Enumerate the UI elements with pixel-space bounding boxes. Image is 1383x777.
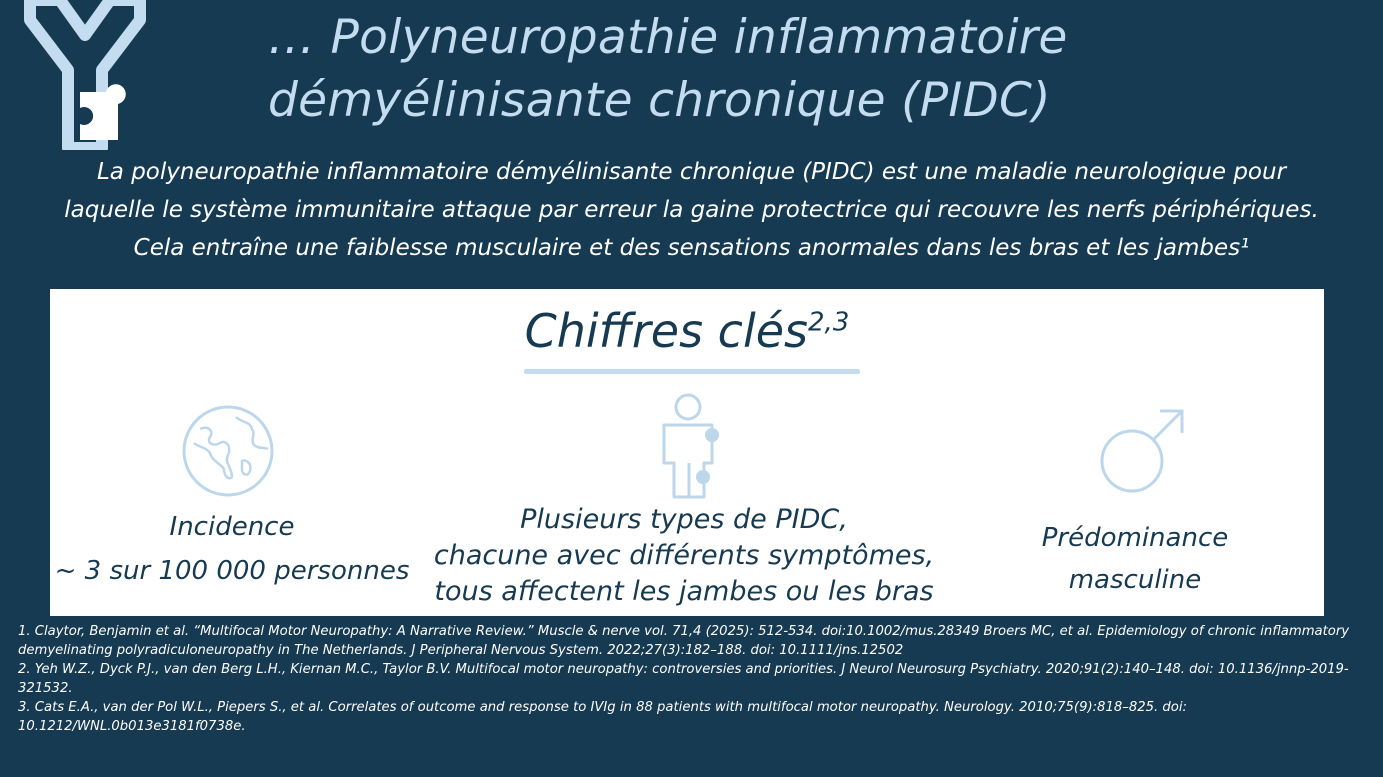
stat-incidence-label: Incidence bbox=[169, 512, 295, 542]
intro-line-2: laquelle le système immunitaire attaque par erreur la gaine protectrice qui recouvre les nerfs périphériques. bbox=[64, 197, 1319, 223]
stat-male-predominance-line-2: masculine bbox=[1068, 565, 1202, 595]
key-figures-title-text: Chiffres clés bbox=[524, 304, 809, 358]
references bbox=[18, 622, 1363, 736]
intro-line-1: La polyneuropathie inflammatoire démyélinisante chronique (PIDC) est une maladie neurologique pour bbox=[96, 159, 1287, 185]
stat-male-predominance bbox=[990, 517, 1280, 601]
stat-incidence bbox=[50, 505, 414, 593]
title-line-2: démyélinisante chronique (PIDC) bbox=[268, 73, 1051, 128]
stat-pidc-types-line-3: tous affectent les jambes ou les bras bbox=[434, 576, 934, 607]
reference-3: 3. Cats E.A., van der Pol W.L., Piepers S., et al. Correlates of outcome and response to IVIg in 88 patients with multifocal motor neuropathy. Neurology. 2010;75(9):818–825. doi: 10.1212/WNL.0b013e3181f0738e. bbox=[18, 700, 1187, 734]
title-line-1: … Polyneuropathie inflammatoire bbox=[268, 10, 1068, 65]
stat-incidence-value: ~ 3 sur 100 000 personnes bbox=[54, 556, 410, 586]
stat-pidc-types-line-2: chacune avec différents symptômes, bbox=[433, 540, 935, 571]
reference-1: 1. Claytor, Benjamin et al. “Multifocal Motor Neuropathy: A Narrative Review.” Muscle & nerve vol. 71,4 (2025): 512-534. doi:10.1002/mus.28349 Broers MC, et al. Epidemiology of chronic inflammatory demyelinating polyradiculoneuropathy in The Netherlands. J Peripheral Nervous System. 2022;27(3):182–188. doi: 10.1111/jns.12502 bbox=[18, 624, 1350, 658]
key-figures-title bbox=[50, 299, 1324, 363]
stat-pidc-types bbox=[418, 502, 950, 610]
intro-paragraph bbox=[20, 153, 1363, 267]
intro-line-3: Cela entraîne une faiblesse musculaire et des sensations anormales dans les bras et les jambes¹ bbox=[133, 235, 1250, 261]
male-symbol-icon bbox=[1096, 405, 1188, 497]
stat-pidc-types-line-1: Plusieurs types de PIDC, bbox=[520, 504, 848, 535]
title-underline bbox=[524, 369, 860, 374]
body-joints-icon bbox=[656, 391, 726, 501]
globe-icon bbox=[180, 403, 276, 499]
nerve-puzzle-logo-icon bbox=[10, 0, 160, 150]
page-title bbox=[268, 6, 1268, 132]
key-figures-panel bbox=[50, 289, 1324, 616]
key-figures-title-refs: 2,3 bbox=[808, 307, 850, 338]
stat-male-predominance-line-1: Prédominance bbox=[1041, 523, 1229, 553]
reference-2: 2. Yeh W.Z., Dyck P.J., van den Berg L.H., Kiernan M.C., Taylor B.V. Multifocal motor neuropathy: controversies and priorities. J Neurol Neurosurg Psychiatry. 2020;91(2):140–148. doi: 10.1136/jnnp-2019-321532. bbox=[18, 662, 1349, 696]
